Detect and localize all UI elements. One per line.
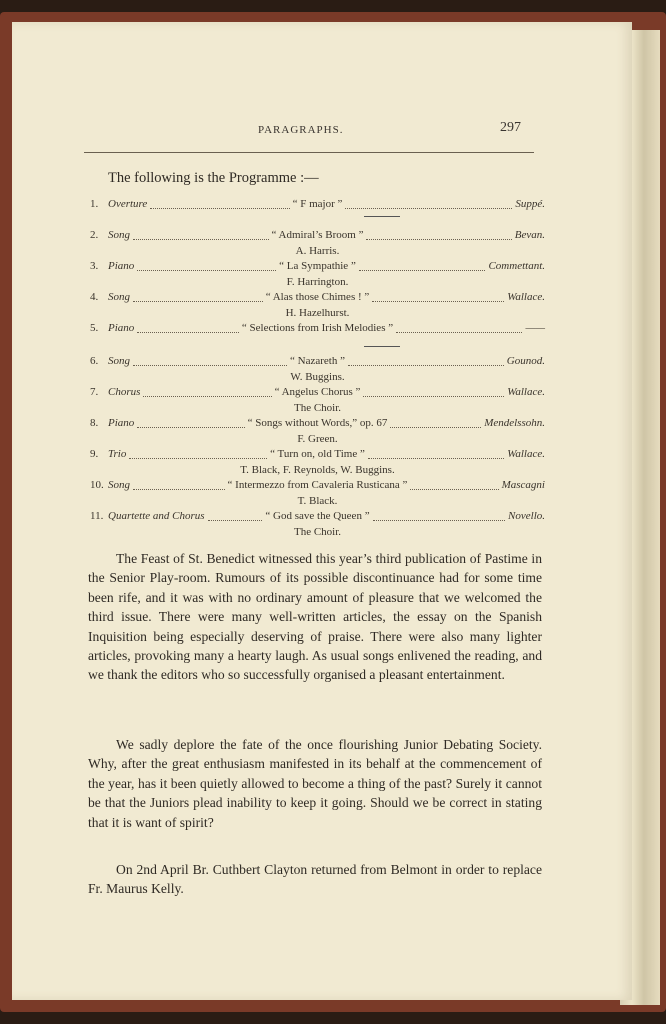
item-performer: W. Buggins. (290, 371, 345, 383)
item-performer: The Choir. (293, 526, 342, 538)
dot-leader (133, 364, 287, 366)
item-type: Song (108, 229, 130, 241)
item-composer: Suppé. (515, 198, 545, 210)
programme-intro: The following is the Programme :— (108, 170, 319, 186)
dot-leader (359, 269, 486, 271)
item-composer: Commettant. (488, 260, 545, 272)
item-type: Quartette and Chorus (108, 510, 205, 522)
running-title: PARAGRAPHS. (258, 124, 344, 136)
item-piece: “ Angelus Chorus ” (274, 386, 361, 398)
book-page (12, 22, 632, 1000)
programme-item (90, 416, 545, 431)
dot-leader (345, 207, 512, 209)
programme-item (90, 259, 545, 274)
item-number: 9. (90, 448, 99, 460)
item-type: Overture (108, 198, 148, 210)
item-number: 8. (90, 417, 99, 429)
item-composer: Mendelssohn. (484, 417, 545, 429)
dot-leader (372, 300, 504, 302)
programme-item (90, 509, 545, 524)
dot-leader (390, 426, 481, 428)
programme-item (90, 290, 545, 305)
dot-leader (129, 457, 267, 459)
dot-leader (373, 519, 505, 521)
paragraph-text: On 2nd April Br. Cuthbert Clayton returned from Belmont in order to replace Fr. Maurus Kelly. (88, 862, 542, 897)
item-number: 3. (90, 260, 99, 272)
item-piece: “ Intermezzo from Cavaleria Rusticana ” (227, 479, 408, 491)
item-composer: Mascagni (501, 479, 545, 491)
paragraph-clayton (88, 860, 542, 899)
item-composer: Wallace. (507, 291, 545, 303)
programme-item (90, 447, 545, 462)
item-type: Piano (108, 417, 135, 429)
dot-leader (137, 269, 276, 271)
item-number: 2. (90, 229, 99, 241)
item-performer: The Choir. (293, 402, 342, 414)
item-piece: “ La Sympathie ” (279, 260, 356, 272)
dot-leader (137, 426, 244, 428)
item-performer: A. Harris. (295, 245, 340, 257)
item-number: 11. (90, 510, 104, 522)
item-performer: T. Black, F. Reynolds, W. Buggins. (240, 464, 395, 476)
paragraph-pastime (88, 549, 542, 685)
item-composer: Wallace. (507, 386, 545, 398)
item-performer: H. Hazelhurst. (285, 307, 350, 319)
dot-leader (396, 331, 522, 333)
item-composer: Novello. (508, 510, 545, 522)
item-type: Piano (108, 322, 135, 334)
dot-leader (208, 519, 263, 521)
dot-leader (368, 457, 504, 459)
programme-item (90, 354, 545, 369)
item-piece: “ Alas those Chimes ! ” (265, 291, 370, 303)
item-number: 5. (90, 322, 99, 334)
dot-leader (143, 395, 271, 397)
item-composer: —— (525, 322, 545, 334)
dot-leader (150, 207, 289, 209)
item-number: 10. (90, 479, 104, 491)
item-type: Song (108, 479, 130, 491)
paragraph-text: We sadly deplore the fate of the once flourishing Junior Debating Society. Why, after the great enthusiasm manifested in its behalf at the commencement of the year, has it been quietly allowed to become a thing of the past? Surely it cannot be that the Juniors plead inability to keep it going. Should we be correct in stating that it is want of spirit? (88, 737, 542, 830)
programme-item (90, 197, 545, 212)
item-piece: “ Admiral’s Broom ” (271, 229, 364, 241)
item-type: Song (108, 291, 130, 303)
dot-leader (137, 331, 239, 333)
item-piece: “ God save the Queen ” (265, 510, 370, 522)
page-header (12, 120, 632, 140)
item-type: Trio (108, 448, 127, 460)
dot-leader (363, 395, 504, 397)
programme-item (90, 228, 545, 243)
item-type: Song (108, 355, 130, 367)
item-number: 4. (90, 291, 99, 303)
dot-leader (133, 238, 269, 240)
programme-item (90, 385, 545, 400)
item-piece: “ Selections from Irish Melodies ” (241, 322, 394, 334)
dot-leader (348, 364, 504, 366)
item-composer: Gounod. (506, 355, 545, 367)
item-type: Chorus (108, 386, 141, 398)
dot-leader (133, 300, 263, 302)
item-composer: Bevan. (514, 229, 545, 241)
item-performer: T. Black. (297, 495, 338, 507)
item-piece: “ Songs without Words,” op. 67 (247, 417, 388, 429)
dot-leader (133, 488, 225, 490)
separator-rule (364, 216, 400, 217)
separator-rule (364, 346, 400, 347)
item-performer: F. Harrington. (286, 276, 349, 288)
header-rule (84, 152, 534, 153)
programme-list (90, 197, 545, 567)
page-number: 297 (500, 120, 521, 135)
item-piece: “ F major ” (292, 198, 343, 210)
item-number: 7. (90, 386, 99, 398)
dot-leader (410, 488, 498, 490)
item-number: 6. (90, 355, 99, 367)
paragraph-debating (88, 735, 542, 832)
item-piece: “ Nazareth ” (290, 355, 345, 367)
item-number: 1. (90, 198, 99, 210)
item-type: Piano (108, 260, 135, 272)
item-piece: “ Turn on, old Time ” (270, 448, 365, 460)
dot-leader (366, 238, 511, 240)
programme-item (90, 321, 545, 336)
item-composer: Wallace. (507, 448, 545, 460)
paragraph-text: The Feast of St. Benedict witnessed this year’s third publication of Pastime in the Senior Play-room. Rumours of its possible discontinuance had for some time been rife, and it was with no ordinary amount of pleasure that we welcomed the third issue. There were many well-written articles, the essay on the Spanish Inquisition being especially deserving of praise. There were also many lighter articles, provoking many a hearty laugh. As usual songs enlivened the reading, and we thank the editors who so successfully organised a pleasant entertainment. (88, 551, 542, 683)
programme-item (90, 478, 545, 493)
item-performer: F. Green. (297, 433, 338, 445)
